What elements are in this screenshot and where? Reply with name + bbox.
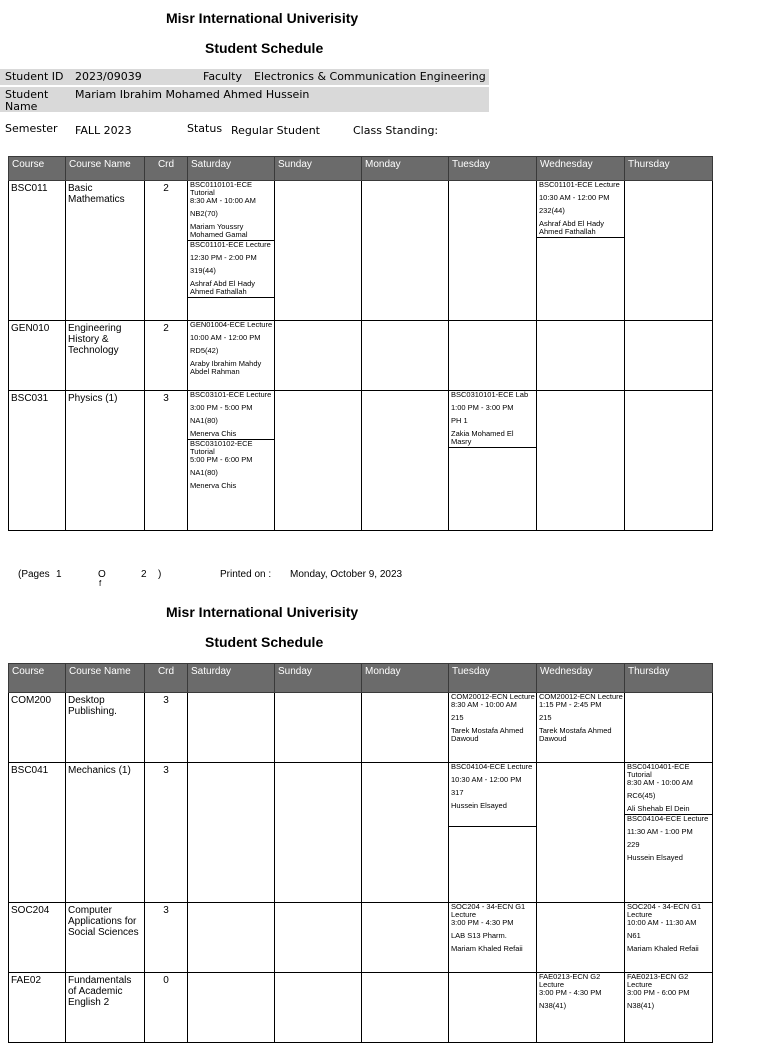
class-room: RD5(42) [190, 346, 219, 355]
class-room: 215 [539, 713, 552, 722]
course-credits: 3 [145, 763, 188, 903]
instructor-name: Hussein Elsayed [451, 801, 507, 810]
sunday-cell [275, 391, 362, 531]
class-time: 5:00 PM - 6:00 PM [190, 455, 253, 464]
schedule-table-page2 [8, 663, 713, 1043]
class-block [625, 973, 712, 1011]
faculty-value: Electronics & Communication Engineering [254, 70, 486, 83]
class-time: 8:30 AM - 10:00 AM [451, 700, 517, 709]
class-block [449, 903, 536, 954]
thursday-cell [625, 903, 713, 973]
section-label: BSC0310102-ECE Tutorial [190, 439, 253, 456]
class-block [625, 815, 712, 863]
course-code: COM200 [9, 693, 66, 763]
course-credits: 0 [145, 973, 188, 1043]
document-title: Student Schedule [205, 40, 324, 56]
student-name-label-line2: Name [5, 100, 38, 113]
monday-cell [362, 181, 449, 321]
class-block [537, 693, 624, 744]
thursday-cell [625, 763, 713, 903]
class-time: 3:00 PM - 4:30 PM [539, 988, 602, 997]
class-time: 12:30 PM - 2:00 PM [190, 253, 257, 262]
section-label: BSC0310101-ECE Lab [451, 390, 529, 399]
page-of-label: O [98, 569, 106, 580]
monday-cell [362, 903, 449, 973]
course-name: Physics (1) [66, 391, 145, 531]
university-title: Misr International Univerisity [166, 10, 359, 26]
pages-close: ) [158, 569, 162, 580]
thursday-cell [625, 693, 713, 763]
tuesday-cell [449, 181, 537, 321]
sunday-cell [275, 693, 362, 763]
section-label: SOC204 - 34-ECN G1 Lecture [451, 902, 526, 919]
class-standing-label: Class Standing: [353, 124, 439, 137]
monday-cell [362, 321, 449, 391]
saturday-cell [188, 973, 275, 1043]
tuesday-cell [449, 321, 537, 391]
monday-cell [362, 391, 449, 531]
table-header-row [9, 157, 713, 181]
class-room: N38(41) [539, 1001, 567, 1010]
sunday-cell [275, 903, 362, 973]
class-room: N61 [627, 931, 641, 940]
thursday-cell [625, 321, 713, 391]
tuesday-cell [449, 763, 537, 903]
saturday-cell [188, 763, 275, 903]
course-credits: 3 [145, 391, 188, 531]
section-label: BSC04104-ECE Lecture [451, 762, 533, 771]
class-block [188, 241, 274, 298]
course-name: Fundamentals of Academic English 2 [66, 973, 145, 1043]
class-block [188, 181, 274, 241]
saturday-cell [188, 903, 275, 973]
wednesday-cell [537, 181, 625, 321]
course-credits: 3 [145, 693, 188, 763]
saturday-cell [188, 181, 275, 321]
class-time: 1:15 PM - 2:45 PM [539, 700, 602, 709]
instructor-name: Ali Shehab El Dein [627, 804, 690, 813]
class-time: 11:30 AM - 1:00 PM [627, 827, 693, 836]
instructor-name: Tarek Mostafa Ahmed Dawoud [451, 726, 524, 743]
class-time: 3:00 PM - 6:00 PM [627, 988, 690, 997]
class-room: PH 1 [451, 416, 468, 425]
class-block [449, 391, 536, 448]
header-thursday: Thursday [625, 157, 713, 181]
section-label: SOC204 - 34-ECN G1 Lecture [627, 902, 702, 919]
section-label: BSC01101-ECE Lecture [539, 180, 620, 189]
table-row [9, 973, 713, 1043]
class-room: 317 [451, 788, 464, 797]
saturday-cell [188, 391, 275, 531]
page-of-label-2: f [99, 579, 102, 588]
class-time: 8:30 AM - 10:00 AM [190, 196, 256, 205]
tuesday-cell [449, 391, 537, 531]
section-label: BSC0110101-ECE Tutorial [190, 180, 252, 197]
header-wednesday: Wednesday [537, 664, 625, 693]
course-credits: 2 [145, 181, 188, 321]
header-saturday: Saturday [188, 664, 275, 693]
thursday-cell [625, 391, 713, 531]
pages-open: (Pages [18, 569, 50, 580]
saturday-cell [188, 693, 275, 763]
class-time: 8:30 AM - 10:00 AM [627, 778, 693, 787]
header-thursday: Thursday [625, 664, 713, 693]
class-time: 1:00 PM - 3:00 PM [451, 403, 514, 412]
header-course-name: Course Name [66, 664, 145, 693]
section-label: COM20012-ECN Lecture [539, 692, 623, 701]
class-block [188, 391, 274, 440]
student-id-value: 2023/09039 [75, 70, 142, 83]
class-room: 232(44) [539, 206, 565, 215]
section-label: BSC0410401-ECE Tutorial [627, 762, 690, 779]
header-wednesday: Wednesday [537, 157, 625, 181]
class-block [188, 321, 274, 377]
section-label: BSC01101-ECE Lecture [190, 240, 271, 249]
semester-value: FALL 2023 [75, 124, 132, 137]
thursday-cell [625, 973, 713, 1043]
sunday-cell [275, 763, 362, 903]
semester-label: Semester [5, 122, 58, 135]
class-time: 3:00 PM - 4:30 PM [451, 918, 514, 927]
section-label: COM20012-ECN Lecture [451, 692, 535, 701]
class-room: 319(44) [190, 266, 216, 275]
course-code: SOC204 [9, 903, 66, 973]
wednesday-cell [537, 693, 625, 763]
tuesday-cell [449, 903, 537, 973]
instructor-name: Ashraf Abd El Hady Ahmed Fathallah [539, 219, 605, 236]
monday-cell [362, 763, 449, 903]
header-credits: Crd [145, 157, 188, 181]
class-room: 215 [451, 713, 464, 722]
table-row [9, 903, 713, 973]
section-label: FAE0213-ECN G2 Lecture [539, 972, 601, 989]
class-block [537, 181, 624, 238]
class-room: N38(41) [627, 1001, 655, 1010]
page-total: 2 [141, 569, 147, 580]
class-time: 10:30 AM - 12:00 PM [451, 775, 522, 784]
instructor-name: Mariam Youssry Mohamed Gamal [190, 222, 248, 239]
student-id-label: Student ID [5, 70, 64, 83]
monday-cell [362, 973, 449, 1043]
course-name: Basic Mathematics [66, 181, 145, 321]
university-title: Misr International Univerisity [166, 604, 359, 620]
instructor-name: Mariam Khaled Refaii [451, 944, 523, 953]
student-name-value: Mariam Ibrahim Mohamed Ahmed Hussein [75, 88, 310, 101]
printed-date: Monday, October 9, 2023 [290, 569, 403, 580]
instructor-name: Mariam Khaled Refaii [627, 944, 699, 953]
section-label: GEN01004-ECE Lecture [190, 320, 273, 329]
instructor-name: Tarek Mostafa Ahmed Dawoud [539, 726, 612, 743]
course-code: GEN010 [9, 321, 66, 391]
wednesday-cell [537, 973, 625, 1043]
section-label: BSC03101-ECE Lecture [190, 390, 272, 399]
course-credits: 3 [145, 903, 188, 973]
header-saturday: Saturday [188, 157, 275, 181]
instructor-name: Hussein Elsayed [627, 853, 683, 862]
table-row [9, 763, 713, 903]
class-block [449, 763, 536, 827]
class-block [188, 440, 274, 491]
course-name: Engineering History & Technology [66, 321, 145, 391]
class-time: 10:00 AM - 12:00 PM [190, 333, 261, 342]
instructor-name: Ashraf Abd El Hady Ahmed Fathallah [190, 279, 256, 296]
course-code: BSC011 [9, 181, 66, 321]
instructor-name: Menerva Chis [190, 429, 237, 438]
course-code: FAE02 [9, 973, 66, 1043]
section-label: FAE0213-ECN G2 Lecture [627, 972, 689, 989]
course-name: Mechanics (1) [66, 763, 145, 903]
class-time: 10:00 AM - 11:30 AM [627, 918, 697, 927]
course-credits: 2 [145, 321, 188, 391]
class-room: RC6(45) [627, 791, 656, 800]
course-name: Desktop Publishing. [66, 693, 145, 763]
header-credits: Crd [145, 664, 188, 693]
header-tuesday: Tuesday [449, 157, 537, 181]
wednesday-cell [537, 763, 625, 903]
header-course: Course [9, 157, 66, 181]
class-block [449, 693, 536, 744]
faculty-label: Faculty [203, 70, 242, 83]
status-value: Regular Student [231, 124, 320, 137]
class-room: 229 [627, 840, 640, 849]
table-row [9, 181, 713, 321]
header-sunday: Sunday [275, 157, 362, 181]
class-block [537, 973, 624, 1011]
class-room: NA1(80) [190, 416, 218, 425]
student-name-label-line1: Student [5, 88, 49, 101]
thursday-cell [625, 181, 713, 321]
document-title: Student Schedule [205, 634, 324, 650]
class-room: NA1(80) [190, 468, 218, 477]
status-label: Status [187, 122, 223, 135]
instructor-name: Araby Ibrahim Mahdy Abdel Rahman [190, 359, 262, 376]
table-row [9, 391, 713, 531]
wednesday-cell [537, 391, 625, 531]
header-course: Course [9, 664, 66, 693]
instructor-name: Zakia Mohamed El Masry [451, 429, 514, 446]
header-course-name: Course Name [66, 157, 145, 181]
header-sunday: Sunday [275, 664, 362, 693]
wednesday-cell [537, 321, 625, 391]
class-time: 10:30 AM - 12:00 PM [539, 193, 610, 202]
header-monday: Monday [362, 664, 449, 693]
instructor-name: Menerva Chis [190, 481, 237, 490]
header-monday: Monday [362, 157, 449, 181]
sunday-cell [275, 321, 362, 391]
printed-on-label: Printed on : [220, 569, 272, 580]
class-time: 3:00 PM - 5:00 PM [190, 403, 253, 412]
section-label: BSC04104-ECE Lecture [627, 814, 709, 823]
class-room: LAB S13 Pharm. [451, 931, 507, 940]
header-tuesday: Tuesday [449, 664, 537, 693]
saturday-cell [188, 321, 275, 391]
class-block [625, 763, 712, 815]
monday-cell [362, 693, 449, 763]
page-number: 1 [56, 569, 62, 580]
course-code: BSC031 [9, 391, 66, 531]
sunday-cell [275, 181, 362, 321]
class-room: NB2(70) [190, 209, 218, 218]
tuesday-cell [449, 693, 537, 763]
table-row [9, 693, 713, 763]
schedule-table-page1 [8, 156, 713, 531]
course-name: Computer Applications for Social Sciences [66, 903, 145, 973]
wednesday-cell [537, 903, 625, 973]
table-row [9, 321, 713, 391]
table-header-row [9, 664, 713, 693]
tuesday-cell [449, 973, 537, 1043]
class-block [625, 903, 712, 954]
sunday-cell [275, 973, 362, 1043]
course-code: BSC041 [9, 763, 66, 903]
